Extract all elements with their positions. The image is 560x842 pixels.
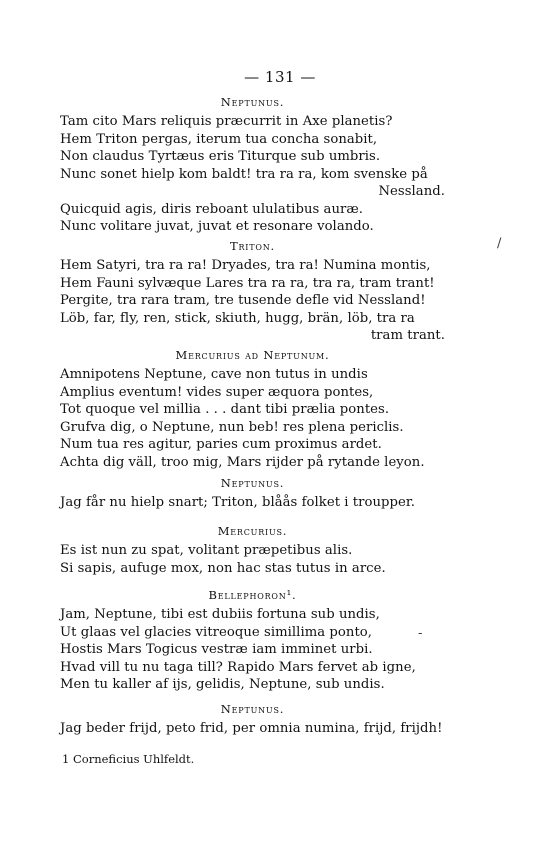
footnote: 1 Corneficius Uhlfeldt. <box>62 752 195 766</box>
section-mercurius <box>60 524 445 577</box>
verse-line: Hvad vill tu nu taga till? Rapido Mars fervet ab igne, <box>60 659 416 675</box>
verse-line: Hostis Mars Togicus vestræ iam imminet urbi. <box>60 642 373 657</box>
verse-line: Löb, far, fly, ren, stick, skiuth, hugg, brän, löb, tra ra <box>60 310 415 326</box>
verse-line: Hem Satyri, tra ra ra! Dryades, tra ra! Numina montis, <box>60 258 431 273</box>
verse-line-continuation: Nessland. <box>378 184 445 199</box>
speaker-heading: Neptunus. <box>220 702 285 716</box>
section-neptunus-3 <box>60 702 445 738</box>
verse-line: Men tu kaller af ijs, gelidis, Neptune, sub undis. <box>60 677 385 692</box>
verse-line: Amplius eventum! vides super æquora pontes, <box>60 384 374 400</box>
speaker-heading: Neptunus. <box>220 95 285 109</box>
verse-line: Pergite, tra rara tram, tre tusende defle vid Nessland! <box>60 293 426 308</box>
scan-speck: / <box>497 236 502 251</box>
verse-line: Tot quoque vel millia . . . dant tibi prælia pontes. <box>60 402 390 417</box>
verse-line: Ut glaas vel glacies vitreoque simillima ponto, <box>60 624 373 640</box>
verse-line: Es ist nun zu spat, volitant præpetibus alis. <box>60 543 353 558</box>
verse-line: Hem Triton pergas, iterum tua concha sonabit, <box>60 131 378 147</box>
verse-line: Jam, Neptune, tibi est dubiis fortuna sub undis, <box>60 607 380 622</box>
verse-line: Si sapis, aufuge mox, non hac stas tutus in arce. <box>60 560 386 576</box>
verse-line: Grufva dig, o Neptune, nun beb! res plena periclis. <box>60 419 404 435</box>
verse-line: Amnipotens Neptune, cave non tutus in undis <box>60 367 368 382</box>
verse-line: Achta dig väll, troo mig, Mars rijder på rytande leyon. <box>60 454 425 470</box>
speaker-heading: Bellephoron¹. <box>208 588 297 602</box>
section-triton <box>60 239 445 345</box>
section-mercurius-ad-neptunum <box>60 348 445 471</box>
verse-line-continuation: tram trant. <box>370 328 445 343</box>
speaker-heading: Triton. <box>229 239 275 253</box>
verse-line: Tam cito Mars reliquis præcurrit in Axe planetis? <box>60 114 393 129</box>
verse-line: Hem Fauni sylvæque Lares tra ra ra, tra ra, tram trant! <box>60 275 435 291</box>
section-neptunus-2 <box>60 476 445 512</box>
section-bellephoron <box>60 588 445 694</box>
verse-line: Jag får nu hielp snart; Triton, blåås folket i troupper. <box>60 495 416 510</box>
verse-line: Nunc volitare juvat, juvat et resonare volando. <box>60 219 374 234</box>
verse-line: Num tua res agitur, paries cum proximus ardet. <box>60 437 382 452</box>
page-number: — 131 — <box>244 68 316 86</box>
speaker-heading: Mercurius. <box>217 524 288 538</box>
verse-line: Non claudus Tyrtæus eris Titurque sub umbris. <box>60 149 381 164</box>
speaker-heading: Neptunus. <box>220 476 285 490</box>
verse-line: Nunc sonet hielp kom baldt! tra ra ra, kom svenske på <box>60 166 428 182</box>
verse-line: Quicquid agis, diris reboant ululatibus auræ. <box>60 201 364 217</box>
speaker-heading: Mercurius ad Neptunum. <box>175 348 330 362</box>
verse-line: Jag beder frijd, peto frid, per omnia numina, frijd, frijdh! <box>60 721 443 736</box>
section-neptunus-1 <box>60 95 445 236</box>
scan-speck: - <box>418 626 423 641</box>
